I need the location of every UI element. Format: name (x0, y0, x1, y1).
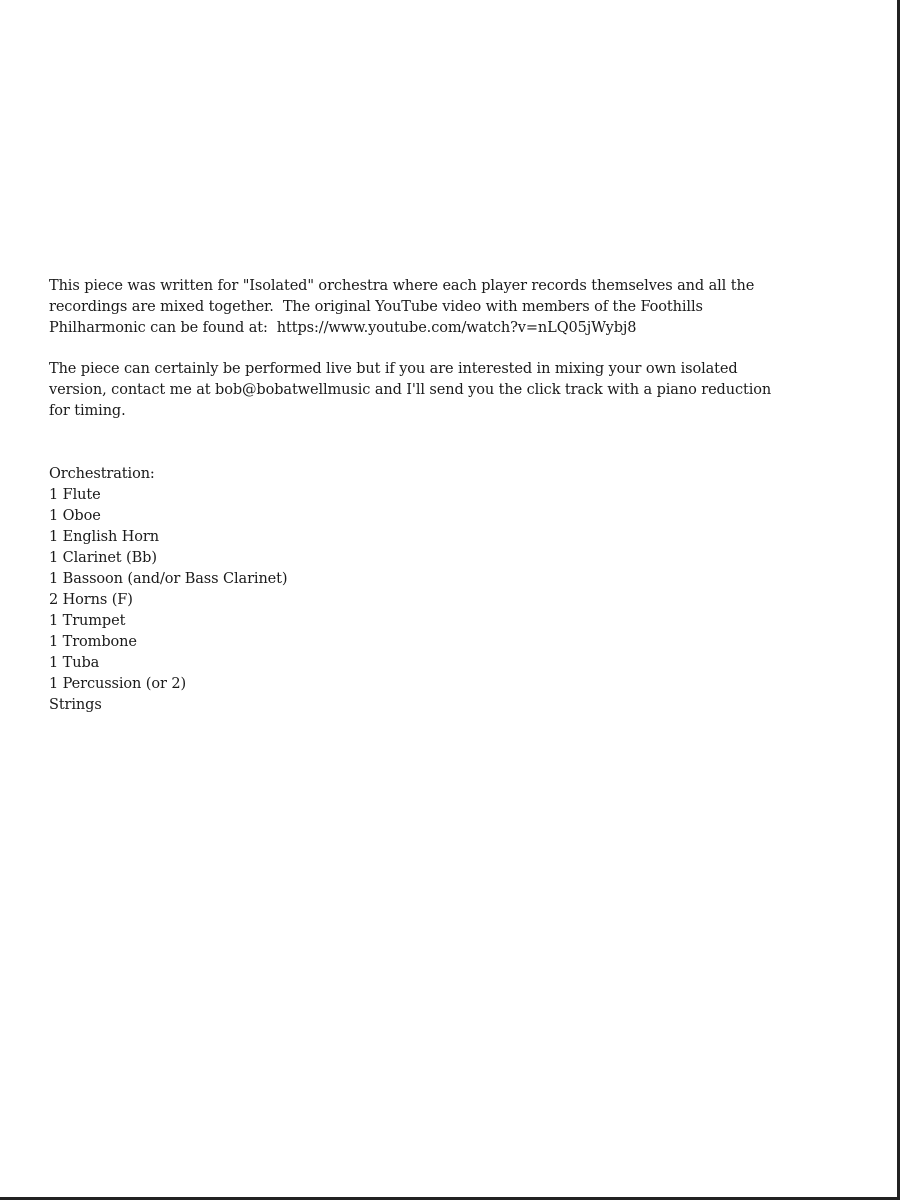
instrument-item: 1 Trombone (49, 634, 137, 650)
instrument-item: 1 Trumpet (49, 613, 126, 629)
intro-line: recordings are mixed together. The original YouTube video with members of the Foothills (49, 299, 703, 315)
contact-paragraph (49, 359, 771, 422)
instrument-item: 1 Percussion (or 2) (49, 676, 187, 692)
orchestration-list (49, 464, 287, 716)
orchestration-heading: Orchestration: (49, 466, 155, 482)
contact-line: The piece can certainly be performed live but if you are interested in mixing your own isolated (49, 361, 738, 377)
instrument-item: 1 Clarinet (Bb) (49, 550, 157, 566)
instrument-item: 2 Horns (F) (49, 592, 133, 608)
instrument-item: 1 Flute (49, 487, 101, 503)
intro-paragraph (49, 276, 754, 339)
contact-line: for timing. (49, 403, 126, 419)
instrument-item: 1 Oboe (49, 508, 101, 524)
instrument-item: 1 English Horn (49, 529, 159, 545)
instrument-item: 1 Tuba (49, 655, 100, 671)
intro-line: This piece was written for "Isolated" orchestra where each player records themselves and all the (49, 278, 755, 294)
intro-line-with-link: Philharmonic can be found at: https://www.youtube.com/watch?v=nLQ05jWybj8 (49, 320, 637, 336)
instrument-item: 1 Bassoon (and/or Bass Clarinet) (49, 571, 288, 587)
contact-line-with-email: version, contact me at bob@bobatwellmusic and I'll send you the click track with a piano reduction (49, 382, 772, 398)
instrument-item: Strings (49, 697, 102, 713)
